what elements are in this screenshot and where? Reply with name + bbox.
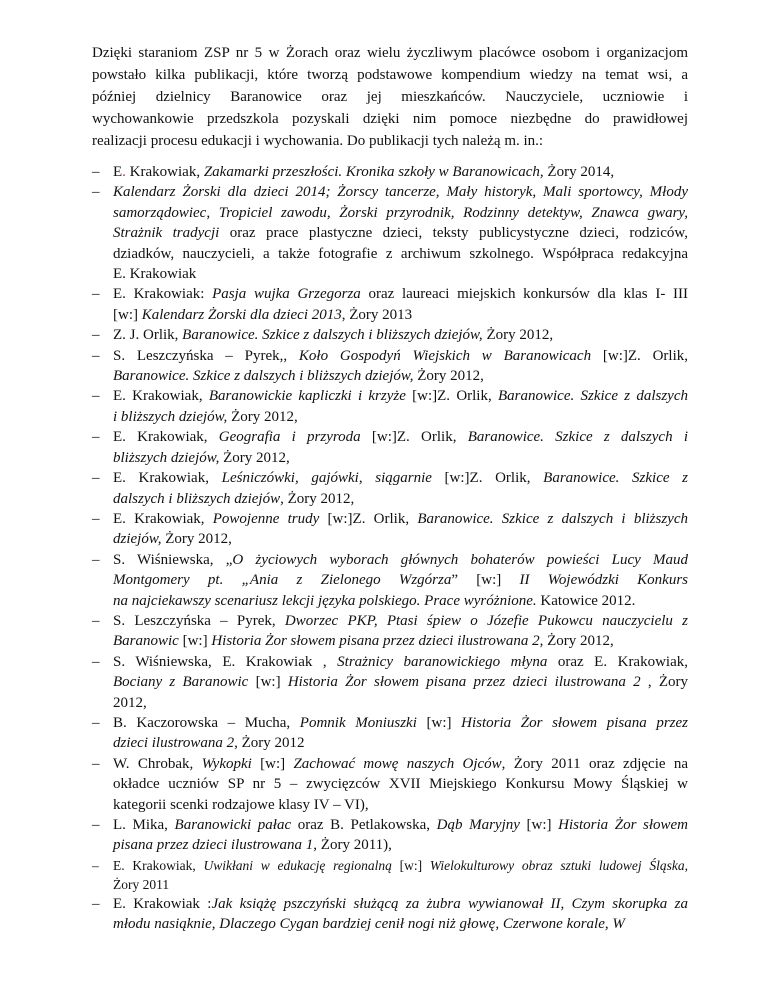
publication-line	[113, 875, 688, 894]
publication-line	[113, 346, 688, 366]
text-segment: ,	[684, 857, 688, 873]
publication-line	[113, 713, 688, 733]
publication-item	[92, 325, 688, 345]
text-segment: oraz laureaci miejskich konkursów dla klas I- III	[360, 286, 688, 303]
bullet-dash: –	[92, 653, 100, 670]
italic-title: na najciekawszy scenariusz lekcji języka polskiego. Prace wyróżnione.	[113, 592, 537, 609]
italic-title: Historia Żor słowem pisana przez dzieci ilustrowana 2	[287, 674, 641, 691]
publication-line	[113, 182, 688, 202]
italic-title: dzieci ilustrowana 2	[113, 735, 235, 752]
publication-line	[113, 591, 688, 611]
publication-line	[113, 468, 688, 488]
italic-title: Strażnik tradycji	[113, 225, 220, 242]
publication-line	[113, 407, 688, 427]
italic-title: Pasja wujka Grzegorza	[212, 286, 361, 303]
italic-title: młodu nasiąknie, Dlaczego Cygan bardziej cenił nogi niż głowę, Czerwone korale, W	[113, 916, 625, 933]
publication-item	[92, 182, 688, 284]
italic-title: O życiowych wyborach głównych bohaterów powieści Lucy Maud	[232, 551, 688, 568]
italic-title: Zakamarki przeszłości. Kronika szkoły w Baranowicach,	[203, 164, 544, 180]
text-segment: [w:]Z. Orlik,	[405, 388, 498, 405]
text-segment: [w:]Z. Orlik,	[431, 470, 544, 487]
intro-line: Dzięki staraniom ZSP nr 5 w Żorach oraz wielu życzliwym placówce osobom i organizacjom	[92, 45, 688, 61]
bullet-dash: –	[92, 714, 100, 731]
italic-title: pisana przez dzieci ilustrowana 1	[113, 837, 314, 854]
bullet-dash: –	[92, 184, 100, 201]
publication-line	[113, 448, 688, 468]
text-segment: kategorii scenki rodzajowe klasy IV – VI),	[113, 796, 369, 813]
text-segment: [w:]	[391, 857, 430, 873]
publication-line	[113, 244, 688, 264]
publication-item	[92, 894, 688, 935]
publication-line	[113, 489, 688, 509]
publication-item	[92, 509, 688, 550]
publication-item	[92, 162, 688, 182]
italic-title: Kalendarz Żorski dla dzieci 2013	[141, 306, 342, 323]
text-segment: E. Krakowiak	[113, 266, 197, 283]
text-segment: [w:]	[519, 817, 559, 833]
publication-item	[92, 754, 688, 815]
italic-title: Historia Żor słowem pisana przez	[461, 714, 688, 731]
text-segment: S. Wiśniewska, E. Krakowiak ,	[113, 653, 338, 670]
text-segment: [w:]	[416, 714, 462, 731]
text-segment: [w:]Z. Orlik,	[360, 429, 468, 446]
text-segment: Żory 2014,	[543, 164, 615, 180]
italic-title: dalszych i bliższych dziejów	[113, 490, 281, 507]
publication-line	[113, 284, 688, 304]
text-segment: B. Kaczorowska – Mucha,	[113, 714, 300, 731]
italic-title: Strażnicy baranowickiego młyna	[337, 653, 548, 670]
publication-line	[113, 223, 688, 243]
italic-title: Pomnik Moniuszki	[299, 714, 417, 731]
bullet-dash: –	[92, 510, 100, 527]
text-segment: , Żory	[640, 674, 688, 691]
publication-item	[92, 346, 688, 387]
bullet-dash: –	[92, 817, 100, 833]
text-segment: E. Krakowiak,	[113, 857, 204, 873]
text-segment: ” [w:]	[451, 572, 520, 589]
bullet-dash: –	[92, 612, 100, 629]
text-segment: .	[122, 164, 126, 180]
text-segment: , Żory 2013	[341, 306, 413, 323]
italic-title: Baranowice. Szkice z dalszych i	[467, 429, 688, 446]
italic-title: i bliższych dziejów,	[113, 408, 228, 425]
publication-line	[113, 754, 688, 774]
text-segment: oraz E. Krakowiak,	[547, 653, 689, 670]
text-segment: , Żory 2012	[234, 735, 305, 752]
text-segment: Żory 2012,	[482, 327, 554, 344]
bullet-dash: –	[92, 551, 100, 568]
publication-line	[113, 733, 688, 753]
bullet-dash: –	[92, 347, 100, 364]
publication-line	[113, 835, 688, 855]
text-segment: E. Krakowiak:	[113, 286, 213, 303]
text-segment: E. Krakowiak,	[113, 510, 213, 527]
publication-line	[113, 672, 688, 692]
italic-title: Jak książę pszczyński służącą za żubra wywianował II, Czym skorupka za	[211, 895, 688, 912]
italic-title: Leśniczówki, gajówki, siągarnie	[221, 470, 432, 487]
intro-line: powstało kilka publikacji, które tworzą podstawowe kompendium wiedzy na temat wsi, a	[92, 67, 688, 83]
italic-title: samorządowiec, Tropiciel zawodu, Żorski przyrodnik, Rodzinny detektyw, Znawca gwary,	[113, 204, 688, 221]
text-segment: S. Wiśniewska, „	[113, 551, 233, 568]
publication-line	[113, 693, 688, 713]
italic-title: Wielokulturowy obraz sztuki ludowej Śląska	[429, 857, 685, 873]
publication-item	[92, 815, 688, 856]
italic-title: Wykopki	[201, 755, 252, 772]
italic-title: Dworzec PKP, Ptasi śpiew o Józefie Pukowcu nauczycielu z	[284, 612, 688, 629]
publication-line	[113, 386, 688, 406]
italic-title: Koło Gospodyń Wiejskich w Baranowicach	[298, 347, 592, 364]
bullet-dash: –	[92, 286, 100, 303]
text-segment: S. Leszczyńska – Pyrek,	[113, 612, 285, 629]
text-segment: W. Chrobak,	[113, 755, 202, 772]
text-segment: Katowice 2012.	[536, 592, 636, 609]
publication-item	[92, 713, 688, 754]
publication-line	[113, 529, 688, 549]
italic-title: Geografia i przyroda	[218, 429, 361, 446]
text-segment: [w:]	[251, 755, 294, 772]
italic-title: Baranowic	[113, 633, 179, 650]
text-segment: Z. J. Orlik,	[113, 327, 183, 344]
text-segment: E. Krakowiak,	[113, 429, 219, 446]
bullet-dash: –	[92, 429, 100, 446]
publication-item	[92, 468, 688, 509]
italic-title: Baranowice. Szkice z dalszych i bliższych	[417, 510, 688, 527]
bullet-dash: –	[92, 164, 100, 180]
text-segment: [w:]Z. Orlik,	[591, 347, 688, 364]
italic-title: Historia Żor słowem pisana przez dzieci ilustrowana 2	[211, 633, 540, 650]
publication-item	[92, 550, 688, 611]
publication-item	[92, 386, 688, 427]
intro-line: później dzielnicy Baranowice oraz jej mieszkańców. Nauczyciele, uczniowie i	[92, 89, 688, 105]
text-segment: , Żory 2011),	[313, 837, 392, 854]
document-page	[92, 42, 688, 935]
italic-title: Historia Żor słowem	[558, 817, 689, 833]
publication-line	[113, 856, 688, 875]
publication-line	[113, 203, 688, 223]
italic-title: Montgomery pt. „Ania z Zielonego Wzgórza	[113, 572, 452, 589]
italic-title: dziejów,	[113, 531, 162, 548]
italic-title: Dąb Maryjny	[436, 817, 520, 833]
italic-title: bliższych dziejów,	[113, 449, 220, 466]
publication-line	[113, 509, 688, 529]
intro-line: wychowankowie przedszkola pozyskali dzięki nim pomoce niezbędne do prawidłowej	[92, 111, 688, 127]
publication-line	[113, 550, 688, 570]
publication-line	[113, 631, 688, 651]
publication-line	[113, 325, 688, 345]
text-segment: L. Mika,	[113, 817, 175, 833]
italic-title: Zachować mowę naszych Ojców	[293, 755, 502, 772]
publication-line	[113, 774, 688, 794]
text-segment: oraz B. Petlakowska,	[291, 817, 437, 833]
text-segment: E. Krakowiak,	[113, 388, 209, 405]
text-segment: E	[113, 164, 123, 180]
italic-title: Powojenne trudy	[212, 510, 320, 527]
text-segment: [w:]Z. Orlik,	[319, 510, 418, 527]
text-segment: , Żory 2012,	[280, 490, 355, 507]
italic-title: Bociany z Baranowic	[113, 674, 249, 691]
text-segment: Żory 2012,	[413, 368, 484, 385]
bullet-dash: –	[92, 388, 100, 405]
text-segment: 2012,	[113, 694, 147, 711]
italic-title: Baranowice. Szkice z dalszych i bliższych dziejów,	[113, 368, 414, 385]
italic-title: Uwikłani w edukację regionalną	[203, 857, 392, 873]
publication-item	[92, 427, 688, 468]
text-segment: dziadków, nauczycieli, a także fotografie z archiwum szkolnego. Współpraca redakcyjna	[113, 245, 688, 262]
italic-title: Baranowice. Szkice z	[543, 470, 688, 487]
bullet-dash: –	[92, 895, 100, 912]
text-segment: okładce uczniów SP nr 5 – zwycięzców XVII Miejskiego Konkursu Mowy Śląskiej w	[113, 776, 688, 793]
text-segment: [w:]	[248, 674, 288, 691]
text-segment: S. Leszczyńska – Pyrek,,	[113, 347, 299, 364]
publication-item	[92, 652, 688, 713]
italic-title: Baranowice. Szkice z dalszych i bliższych dziejów,	[182, 327, 483, 344]
bullet-dash: –	[92, 470, 100, 487]
text-segment: Żory 2012,	[219, 449, 290, 466]
publication-line	[113, 264, 688, 284]
publication-line	[113, 914, 688, 934]
text-segment: oraz prace plastyczne dzieci, teksty publicystyczne dzieci, rodziców,	[219, 225, 688, 242]
publication-list	[92, 162, 688, 935]
publication-line	[113, 305, 688, 325]
publication-item	[92, 284, 688, 325]
text-segment: Żory 2012,	[227, 408, 298, 425]
bullet-dash: –	[92, 327, 100, 344]
publication-line	[113, 815, 688, 835]
publication-line	[113, 611, 688, 631]
intro-line: realizacji procesu edukacji i wychowania. Do publikacji tych należą m. in.:	[92, 133, 544, 149]
publication-line	[113, 795, 688, 815]
text-segment: E. Krakowiak :	[113, 895, 212, 912]
text-segment: Żory 2012,	[161, 531, 232, 548]
bullet-dash: –	[92, 755, 100, 772]
publication-line	[113, 652, 688, 672]
text-segment: [w:]	[178, 633, 212, 650]
intro-paragraph	[92, 42, 688, 152]
publication-line	[113, 427, 688, 447]
italic-title: Baranowickie kapliczki i krzyże	[208, 388, 406, 405]
text-segment: , Żory 2011 oraz zdjęcie na	[501, 755, 688, 772]
publication-line	[113, 366, 688, 386]
italic-title: Kalendarz Żorski dla dzieci 2014; Żorscy tancerze, Mały historyk, Mali sportowcy, Młody	[113, 184, 688, 201]
text-segment: Żory 2011	[113, 876, 170, 892]
italic-title: Baranowice. Szkice z dalszych	[498, 388, 688, 405]
publication-line	[113, 894, 688, 914]
publication-item	[92, 856, 688, 894]
bullet-dash: –	[92, 857, 99, 873]
publication-line	[113, 162, 688, 182]
publication-item	[92, 611, 688, 652]
publication-line	[113, 570, 688, 590]
italic-title: Baranowicki pałac	[174, 817, 292, 833]
text-segment: E. Krakowiak,	[113, 470, 222, 487]
text-segment: [w:]	[113, 306, 142, 323]
italic-title: II Wojewódzki Konkurs	[519, 572, 688, 589]
text-segment: , Żory 2012,	[539, 633, 614, 650]
text-segment: Krakowiak,	[125, 164, 204, 180]
